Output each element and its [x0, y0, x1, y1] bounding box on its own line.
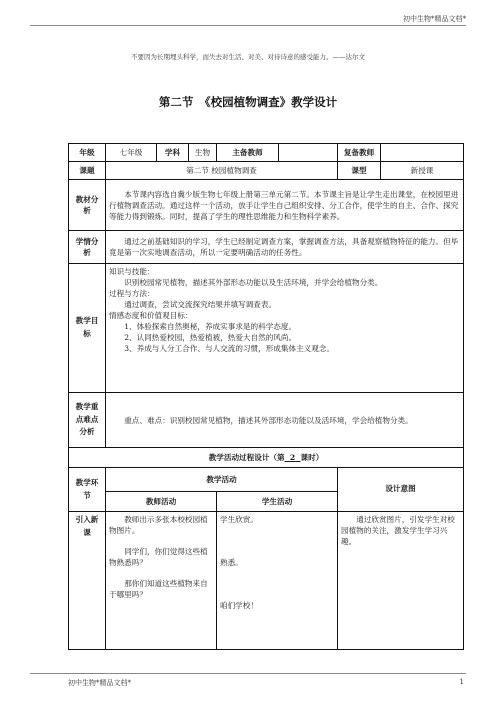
student-line: 熟悉。 — [220, 558, 243, 567]
row1-student — [217, 512, 338, 650]
keypoint-label: 教学重点难点分析 — [69, 393, 106, 448]
process-title — [69, 448, 464, 468]
row1-teacher — [106, 512, 217, 650]
step-label: 教学环节 — [69, 468, 106, 512]
student-analysis-text: 通过之前基础知识的学习，学生已经制定调查方案，掌握调查方法，具备观察植物特征的能力。但毕竟是第一次实地调查活动，所以一定要明确活动的任务性。 — [106, 231, 464, 264]
goals-cell — [106, 264, 464, 393]
grade-label: 年级 — [69, 144, 106, 162]
topic-label: 课题 — [69, 162, 106, 180]
goal-line: 过程与方法： — [109, 289, 155, 298]
goals-label: 教学目标 — [69, 264, 106, 393]
footer-doc-label: 初中生物*精品文档* — [68, 679, 131, 687]
process-title-post: 课时） — [300, 453, 324, 462]
subject-label: 学科 — [157, 144, 189, 162]
row1-design: 通过欣赏图片，引发学生对校园植物的关注，激发学生学习兴趣。 — [338, 512, 464, 650]
activity-label: 教学活动 — [106, 468, 338, 492]
header-divider — [30, 25, 466, 26]
page-title: 第二节 《校园植物调查》教学设计 — [158, 95, 338, 109]
lead-teacher-value — [279, 144, 338, 162]
material-text: 本节课内容选自冀少版生物七年级上册第三单元第二节。本节课主旨是让学生走出课堂，在校园里进行植物调查活动。通过这样一个活动，放手让学生自己组织安排、分工合作，使学生的自主、合作、探究等能力得到锻炼。同时，提高了学生的理性思维能力和生物科学素养。 — [106, 180, 464, 231]
teacher-line: 那你们知道这些植物来自于哪里吗？ — [109, 579, 208, 599]
teacher-activity-label: 教师活动 — [106, 492, 217, 512]
lead-teacher-label: 主备教师 — [217, 144, 279, 162]
process-title-pre: 教学活动过程设计（第 — [208, 453, 285, 462]
subject-value: 生物 — [189, 144, 217, 162]
type-value: 新授课 — [381, 162, 464, 180]
design-label: 设计意图 — [338, 468, 464, 512]
process-title-lesson-number: 2 — [289, 453, 296, 462]
keypoint-text: 重点、难点：识别校园常见植物，描述其外部形态功能以及活环境，学会给植物分类。 — [106, 393, 464, 448]
page-number: 1 — [459, 678, 464, 686]
goal-line: 通过调查，尝试交流探究结果并填写调查表。 — [124, 300, 277, 309]
review-teacher-value — [381, 144, 464, 162]
student-activity-label: 学生活动 — [217, 492, 338, 512]
footer-divider — [30, 673, 466, 674]
header-doc-label: 初中生物*精品文档* — [403, 15, 466, 23]
lesson-plan-table — [68, 143, 464, 650]
teacher-line: 同学们，你们觉得这些植物熟悉吗？ — [109, 547, 208, 567]
goal-line: 识别校园常见植物，描述其外部形态功能以及生活环境，并学会给植物分类。 — [124, 278, 383, 287]
student-analysis-label: 学情分析 — [69, 231, 106, 264]
goal-line: 2、认同热爱校园，热爱植被，热爱大自然的风尚。 — [124, 333, 297, 342]
row1-step: 引入新课 — [69, 512, 106, 650]
quote-text: 不要因为长期埋头科学，而失去对生活、对美、对待诗意的感受能力。——达尔文 — [131, 53, 365, 61]
student-line: 咱们学校！ — [220, 601, 258, 610]
goal-line: 知识与技能： — [109, 267, 155, 276]
type-label: 课型 — [338, 162, 381, 180]
material-label: 教材分析 — [69, 180, 106, 231]
student-line: 学生欣赏。 — [220, 515, 258, 524]
grade-value: 七年级 — [106, 144, 157, 162]
goal-line: 1、体验探索自然奥秘，养成实事求是的科学态度。 — [124, 322, 297, 331]
goal-line: 3、养成与人分工合作、与人交流的习惯，形成集体主义观念。 — [124, 344, 335, 353]
teacher-line: 教师出示多张本校校园植物图片。 — [109, 515, 208, 535]
goal-line: 情感态度和价值观目标： — [109, 311, 193, 320]
review-teacher-label: 复备教师 — [338, 144, 381, 162]
topic-value: 第二节 校园植物调查 — [106, 162, 338, 180]
